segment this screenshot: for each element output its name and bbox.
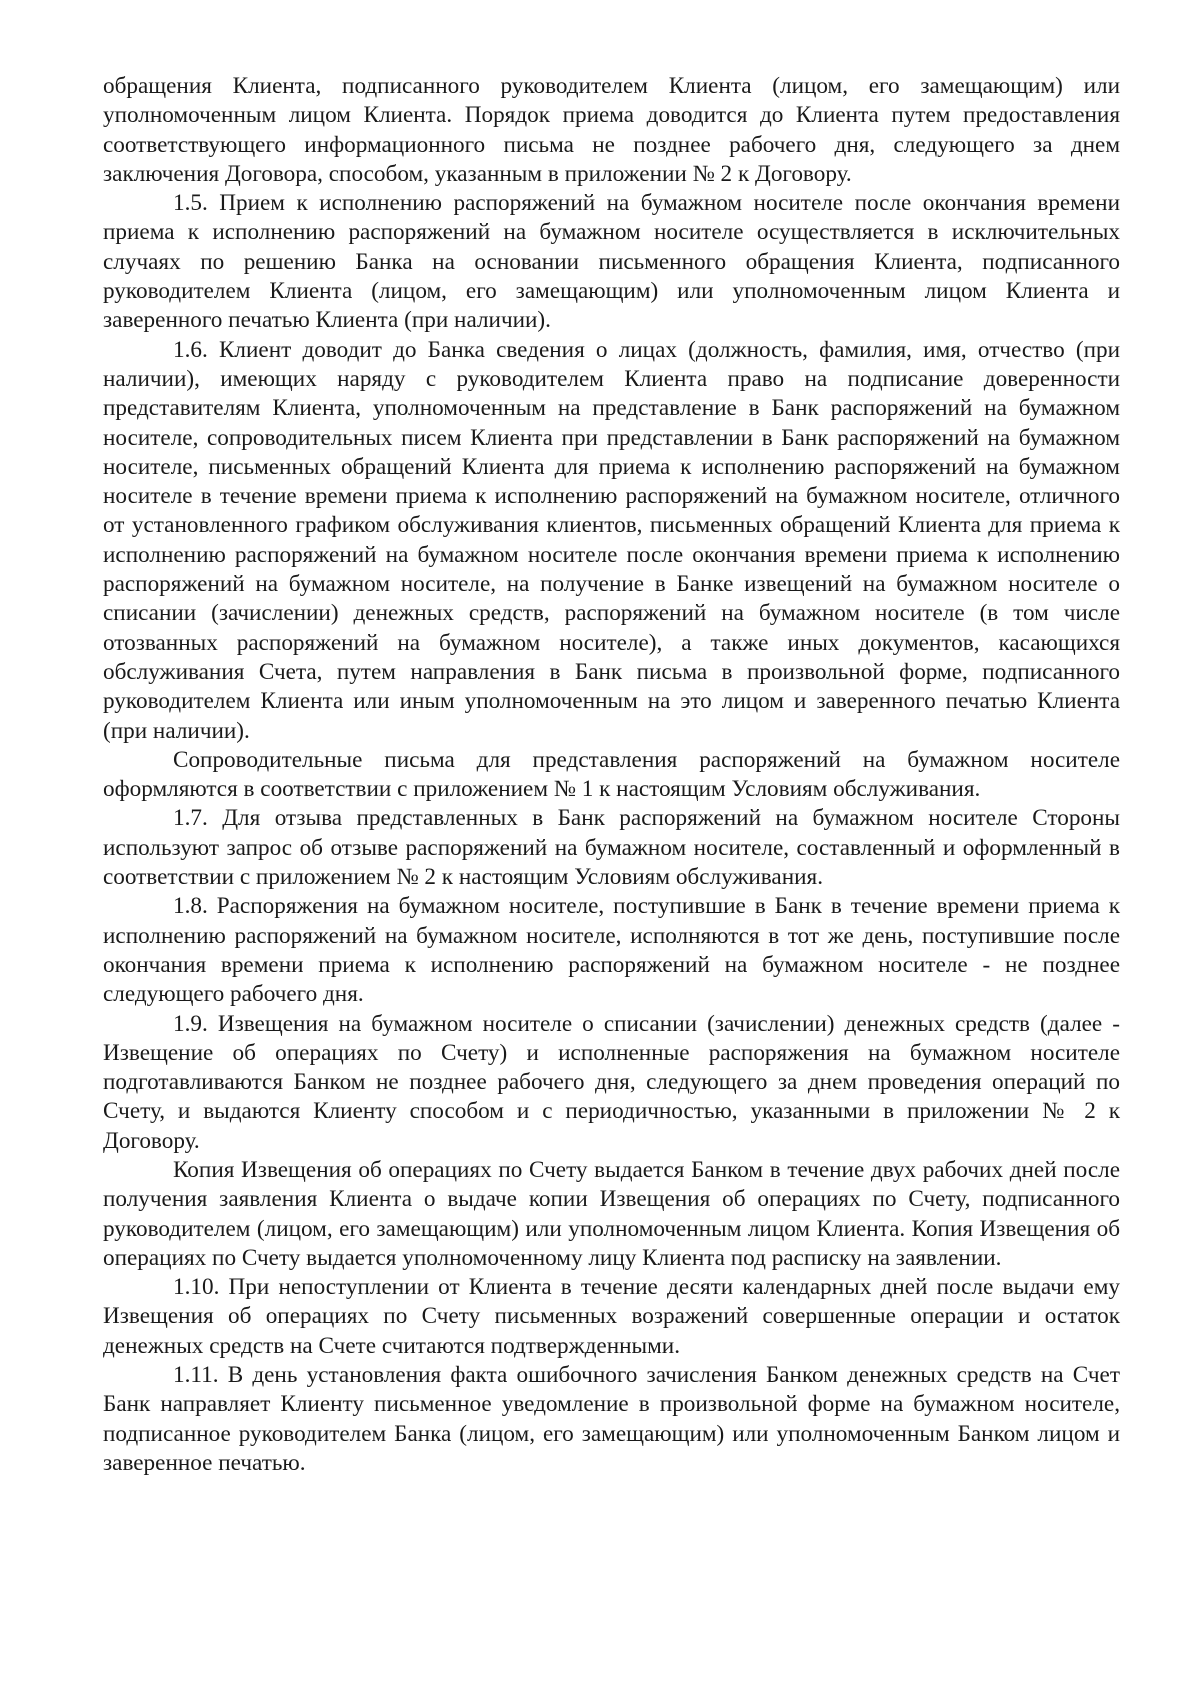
paragraph-1-9: 1.9. Извещения на бумажном носителе о списании (зачислении) денежных средств (далее - Извещение об операциях по Счету) и исполненные распоряжения на бумажном носителе подготавливаются Банком не позднее рабочего дня, следующего за днем проведения операций по Счету, и выдаются Клиенту способом и с периодичностью, указанными в приложении № 2 к Договору. [103, 1010, 1120, 1154]
paragraph-1-6: 1.6. Клиент доводит до Банка сведения о лицах (должность, фамилия, имя, отчество (при наличии), имеющих наряду с руководителем Клиента право на подписание доверенности представителям Клиента, уполномоченным на представление в Банк распоряжений на бумажном носителе, сопроводительных писем Клиента при представлении в Банк распоряжений на бумажном носителе, письменных обращений Клиента для приема к исполнению распоряжений на бумажном носителе в течение времени приема к исполнению распоряжений на бумажном носителе, отличного от установленного графиком обслуживания клиентов, письменных обращений Клиента для приема к исполнению распоряжений на бумажном носителе после окончания времени приема к исполнению распоряжений на бумажном носителе, на получение в Банке извещений на бумажном носителе о списании (зачислении) денежных средств, распоряжений на бумажном носителе (в том числе отозванных распоряжений на бумажном носителе), а также иных документов, касающихся обслуживания Счета, путем направления в Банк письма в произвольной форме, подписанного руководителем Клиента или иным уполномоченным на это лицом и заверенного печатью Клиента (при наличии). [103, 336, 1120, 744]
paragraph-1-5: 1.5. Прием к исполнению распоряжений на бумажном носителе после окончания времени приема к исполнению распоряжений на бумажном носителе осуществляется в исключительных случаях по решению Банка на основании письменного обращения Клиента, подписанного руководителем Клиента (лицом, его замещающим) или уполномоченным лицом Клиента и заверенного печатью Клиента (при наличии). [103, 190, 1120, 334]
paragraph-1-7: 1.7. Для отзыва представленных в Банк распоряжений на бумажном носителе Стороны используют запрос об отзыве распоряжений на бумажном носителе, составленный и оформленный в соответствии с приложением № 2 к настоящим Условиям обслуживания. [103, 805, 1120, 891]
paragraph-notice-copy: Копия Извещения об операциях по Счету выдается Банком в течение двух рабочих дней после получения заявления Клиента о выдаче копии Извещения об операциях по Счету, подписанного руководителем (лицом, его замещающим) или уполномоченным лицом Клиента. Копия Извещения об операциях по Счету выдается уполномоченному лицу Клиента под расписку на заявлении. [103, 1156, 1120, 1271]
document-page [103, 72, 1120, 1478]
paragraph-1-11: 1.11. В день установления факта ошибочного зачисления Банком денежных средств на Счет Банк направляет Клиенту письменное уведомление в произвольной форме на бумажном носителе, подписанное руководителем Банка (лицом, его замещающим) или уполномоченным Банком лицом и заверенное печатью. [103, 1362, 1120, 1476]
paragraph-accompanying-letters: Сопроводительные письма для представления распоряжений на бумажном носителе оформляются в соответствии с приложением № 1 к настоящим Условиям обслуживания. [103, 746, 1120, 803]
paragraph-continuation: обращения Клиента, подписанного руководителем Клиента (лицом, его замещающим) или уполномоченным лицом Клиента. Порядок приема доводится до Клиента путем предоставления соответствующего информационного письма не позднее рабочего дня, следующего за днем заключения Договора, способом, указанным в приложении № 2 к Договору. [103, 73, 1120, 187]
paragraph-1-10: 1.10. При непоступлении от Клиента в течение десяти календарных дней после выдачи ему Извещения об операциях по Счету письменных возражений совершенные операции и остаток денежных средств на Счете считаются подтвержденными. [103, 1274, 1120, 1359]
paragraph-1-8: 1.8. Распоряжения на бумажном носителе, поступившие в Банк в течение времени приема к исполнению распоряжений на бумажном носителе, исполняются в тот же день, поступившие после окончания времени приема к исполнению распоряжений на бумажном носителе - не позднее следующего рабочего дня. [103, 893, 1120, 1008]
